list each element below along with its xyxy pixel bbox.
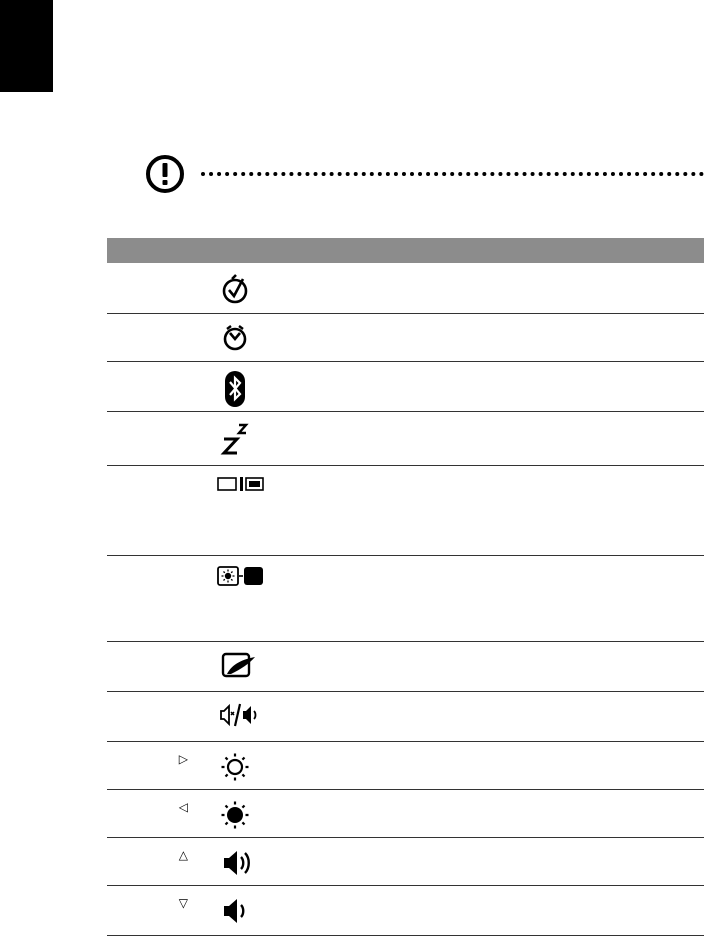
- icon-cell: [207, 361, 297, 411]
- icon-cell: [207, 837, 297, 885]
- touchpad-toggle-icon: [215, 652, 259, 680]
- function-cell: [297, 741, 704, 789]
- table-row: [107, 361, 704, 411]
- icon-cell: [207, 263, 297, 313]
- arrow-left-icon: ◁: [178, 799, 188, 814]
- caution-notice: [143, 152, 704, 196]
- display-toggle-icon: [215, 476, 267, 492]
- hotkey-cell: [107, 837, 207, 885]
- acer-empowering-key-icon: [215, 273, 255, 305]
- hotkey-cell: [107, 885, 207, 935]
- table-row: [107, 837, 704, 885]
- hotkey-cell: [107, 361, 207, 411]
- caution-divider: [201, 172, 704, 176]
- function-cell: [297, 361, 704, 411]
- icon-cell: [207, 411, 297, 465]
- icon-cell: [207, 691, 297, 741]
- language-tab-marker: [0, 0, 53, 92]
- hotkey-cell: [107, 691, 207, 741]
- table-row: [107, 641, 704, 691]
- table-row: [107, 691, 704, 741]
- arrow-right-icon: ▷: [178, 751, 188, 766]
- table-row: [107, 465, 704, 555]
- table-row: [107, 789, 704, 837]
- hotkey-cell: [107, 313, 207, 361]
- function-cell: [297, 465, 704, 555]
- function-cell: [297, 789, 704, 837]
- hotkey-table: [107, 238, 704, 936]
- arrow-up-icon: △: [178, 847, 188, 862]
- table-row: [107, 411, 704, 465]
- hotkey-cell: [107, 411, 207, 465]
- header-icon: [207, 238, 297, 263]
- icon-cell: [207, 641, 297, 691]
- function-cell: [297, 837, 704, 885]
- sleep-timer-icon: [215, 324, 255, 352]
- hotkey-table-header: [107, 238, 704, 263]
- function-cell: [297, 555, 704, 641]
- hotkey-cell: [107, 641, 207, 691]
- bluetooth-icon: [215, 370, 255, 408]
- icon-cell: [207, 555, 297, 641]
- function-cell: [297, 885, 704, 935]
- sleep-zz-icon: [215, 422, 255, 456]
- hotkey-cell: [107, 263, 207, 313]
- icon-cell: [207, 885, 297, 935]
- table-row: [107, 313, 704, 361]
- screen-blank-icon: [215, 566, 267, 586]
- icon-cell: [207, 741, 297, 789]
- header-function: [297, 238, 704, 263]
- table-row: [107, 263, 704, 313]
- function-cell: [297, 641, 704, 691]
- table-row: [107, 885, 704, 935]
- brightness-down-icon: [215, 800, 255, 830]
- header-hotkey: [107, 238, 207, 263]
- arrow-down-icon: ▽: [178, 895, 188, 910]
- hotkey-cell: [107, 741, 207, 789]
- function-cell: [297, 313, 704, 361]
- function-cell: [297, 263, 704, 313]
- hotkey-cell: [107, 465, 207, 555]
- volume-up-icon: [215, 848, 255, 878]
- icon-cell: [207, 789, 297, 837]
- icon-cell: [207, 465, 297, 555]
- speaker-toggle-icon: [215, 702, 265, 728]
- hotkey-cell: [107, 789, 207, 837]
- function-cell: [297, 691, 704, 741]
- hotkey-cell: [107, 555, 207, 641]
- table-row: [107, 741, 704, 789]
- function-cell: [297, 411, 704, 465]
- icon-cell: [207, 313, 297, 361]
- volume-down-icon: [215, 896, 255, 926]
- exclamation-circle-icon: [143, 152, 187, 196]
- table-row: [107, 555, 704, 641]
- brightness-up-icon: [215, 752, 255, 782]
